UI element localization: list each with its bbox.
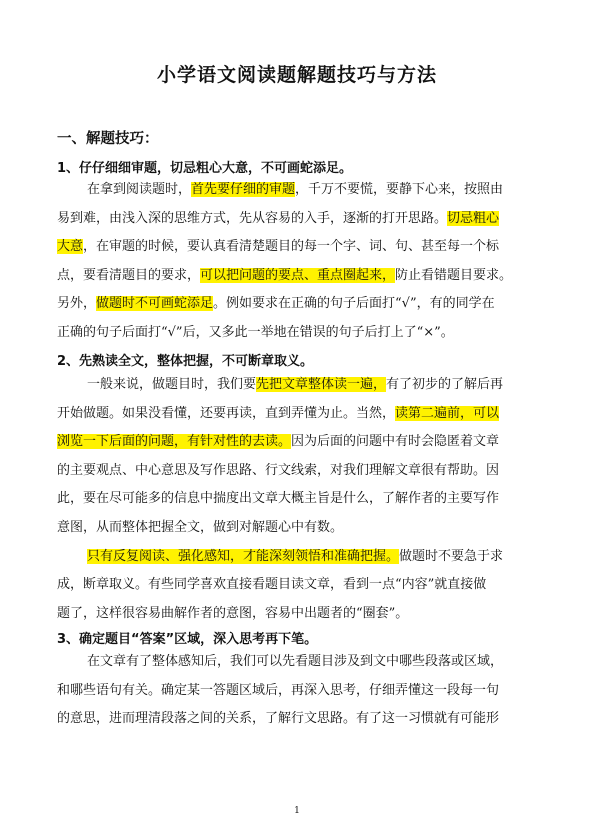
- body-text: 易到难，由浅入深的思维方式，先从容易的入手，逐渐的打开思路。: [57, 210, 448, 226]
- body-text: 在拿到阅读题时，: [87, 182, 192, 197]
- body-text: 做题时不要急于求: [399, 548, 504, 564]
- document-title: 小学语文阅读题解题技巧与方法: [156, 64, 437, 86]
- body-text: 题了，这样很容易曲解作者的意图，容易中出题者的“圈套”。: [57, 605, 409, 621]
- body-text: ，在审题的时候，要认真看清楚题目的每一个字、词、句、甚至每一个标: [83, 239, 500, 255]
- body-text: 。例如要求在正确的句子后面打“√”，有的同学在: [213, 296, 495, 312]
- paragraph-line: [87, 547, 537, 567]
- paragraph-line: [57, 266, 537, 286]
- section-heading: 一、解题技巧：: [57, 131, 159, 147]
- body-text: 点，要看清题目的要求，: [57, 267, 201, 283]
- body-text: 防止看错题目要求。: [395, 267, 513, 283]
- highlighted-text: 浏览一下后面的问题，有针对性的去读。: [57, 434, 292, 450]
- paragraph-line: [57, 432, 537, 452]
- paragraph-line: [57, 404, 537, 424]
- paragraph-line: [57, 709, 537, 729]
- highlighted-text: 切忌粗心: [447, 210, 500, 226]
- body-text: 正确的句子后面打“√”后，又多此一举地在错误的句子后打上了“×”。: [57, 325, 454, 340]
- paragraph-line: [57, 237, 537, 257]
- body-text: 的主要观点、中心意思及写作思路、行文线索，对我们理解文章很有帮助。因: [57, 462, 500, 478]
- paragraph-line: [57, 489, 537, 509]
- body-text: 意图，从而整体把握全文，做到对解题心中有数。: [57, 520, 344, 535]
- tip-heading-1: 1、仔仔细细审题，切忌粗心大意，不可画蛇添足。: [57, 161, 353, 176]
- body-text: 此，要在尽可能多的信息中揣度出文章大概主旨是什么，了解作者的主要写作: [57, 491, 500, 507]
- highlighted-text: 大意: [57, 239, 84, 255]
- paragraph-line: [87, 180, 537, 200]
- paragraph-line: [57, 518, 537, 538]
- highlighted-text: 可以把问题的要点、重点圈起来，: [200, 267, 396, 283]
- body-text: 和哪些语句有关。确定某一答题区域后，再深入思考，仔细弄懂这一段每一句: [57, 682, 500, 698]
- paragraph-line: [57, 209, 537, 229]
- paragraph-line: [57, 294, 537, 314]
- paragraph-line: [57, 323, 537, 343]
- body-text: 因为后面的问题中有时会隐匿着文章: [291, 434, 500, 450]
- paragraph-line: [57, 575, 537, 595]
- body-text: 一般来说，做题目时，我们要: [87, 377, 257, 392]
- body-text: 的意思，进而理清段落之间的关系，了解行文思路。有了这一习惯就有可能形: [57, 711, 500, 727]
- paragraph-line: [57, 681, 537, 701]
- highlighted-text: 首先要仔细的审题: [191, 182, 296, 197]
- paragraph-line: [57, 461, 537, 481]
- paragraph-line: [57, 604, 537, 624]
- body-text: 成，断章取义。有些同学喜欢直接看题目读文章，看到一点“内容”就直接做: [57, 577, 487, 593]
- page-number: 1: [294, 806, 300, 816]
- body-text: 另外，: [57, 296, 97, 312]
- body-text: 在文章有了整体感知后，我们可以先看题目涉及到文中哪些段落或区域，: [87, 654, 504, 669]
- body-text: ，千万不要慌，要静下心来，按照由: [295, 182, 504, 197]
- paragraph-line: [87, 375, 537, 395]
- tip-heading-3: 3、确定题目“答案”区域，深入思考再下笔。: [57, 632, 318, 647]
- body-text: 有了初步的了解后再: [386, 377, 504, 392]
- body-text: 开始做题。如果没看懂，还要再读，直到弄懂为止。当然，: [57, 405, 396, 421]
- tip-heading-2: 2、先熟读全文，整体把握，不可断章取义。: [57, 354, 314, 369]
- highlighted-text: 只有反复阅读、强化感知，才能深刻领悟和准确把握。: [87, 548, 400, 564]
- paragraph-line: [87, 652, 537, 672]
- highlighted-text: 做题时不可画蛇添足: [96, 296, 214, 312]
- highlighted-text: 先把文章整体读一遍，: [256, 377, 387, 392]
- highlighted-text: 读第二遍前，可以: [395, 405, 500, 421]
